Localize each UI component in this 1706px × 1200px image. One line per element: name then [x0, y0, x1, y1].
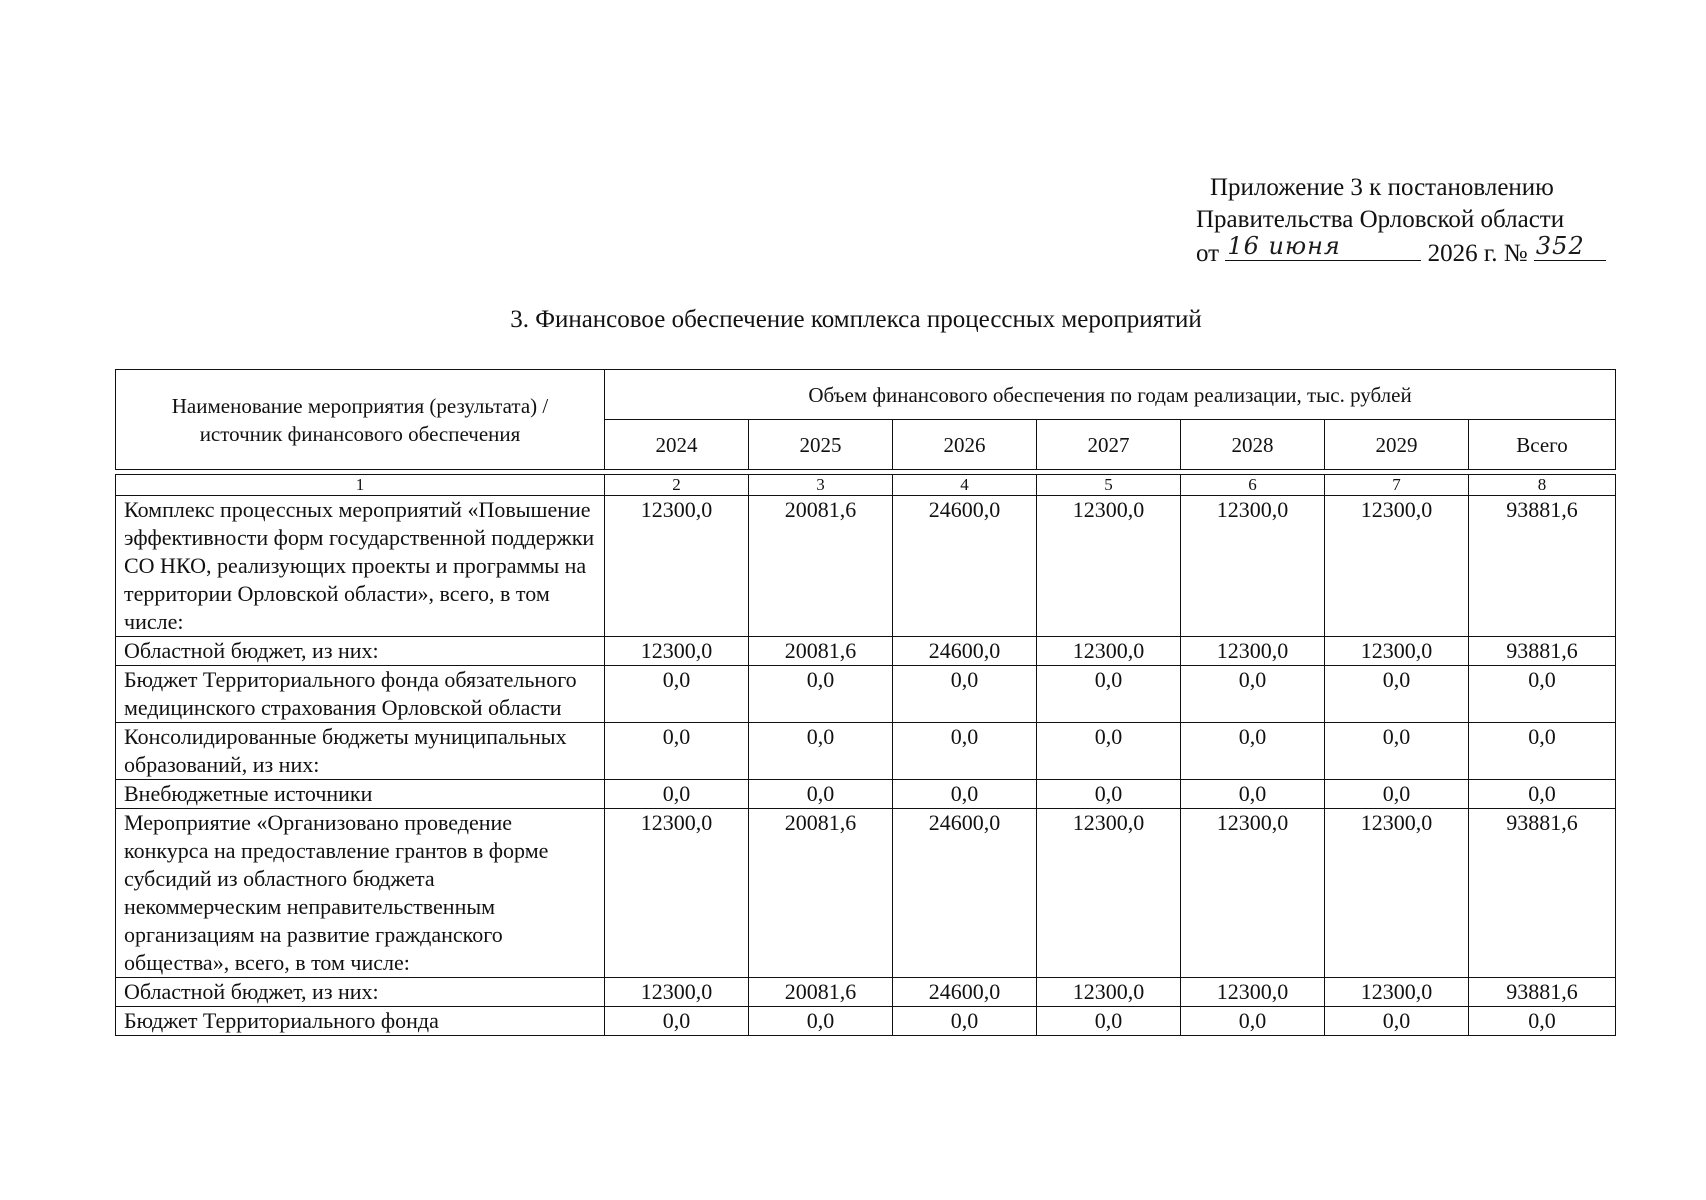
row-value: 0,0	[1325, 723, 1469, 780]
row-value: 0,0	[749, 666, 893, 723]
row-name: Внебюджетные источники	[116, 780, 605, 809]
row-value: 0,0	[1181, 723, 1325, 780]
col-number: 4	[893, 475, 1037, 496]
row-value: 24600,0	[893, 809, 1037, 978]
row-total: 93881,6	[1469, 637, 1616, 666]
row-value: 12300,0	[1181, 809, 1325, 978]
table-row	[116, 666, 1616, 723]
row-name: Мероприятие «Организовано проведение конкурса на предоставление грантов в форме субсидий из областного бюджета некоммерческим неправительственным организациям на развитие гражданского общества», всего, в том числе:	[116, 809, 605, 978]
row-value: 24600,0	[893, 496, 1037, 637]
row-value: 0,0	[605, 666, 749, 723]
header-year: 2025	[749, 420, 893, 470]
row-value: 12300,0	[1181, 496, 1325, 637]
row-value: 12300,0	[1325, 978, 1469, 1007]
row-value: 12300,0	[1037, 978, 1181, 1007]
row-total: 0,0	[1469, 1007, 1616, 1036]
date-blank	[1225, 232, 1421, 261]
col-number: 8	[1469, 475, 1616, 496]
row-total: 0,0	[1469, 780, 1616, 809]
row-value: 12300,0	[605, 809, 749, 978]
header-year: 2027	[1037, 420, 1181, 470]
handwritten-number: 352	[1535, 232, 1585, 260]
header-total: Всего	[1469, 420, 1616, 470]
section-title: 3. Финансовое обеспечение комплекса процессных мероприятий	[510, 306, 1202, 333]
col-number: 5	[1037, 475, 1181, 496]
row-value: 0,0	[893, 666, 1037, 723]
row-value: 0,0	[1037, 666, 1181, 723]
row-value: 12300,0	[1181, 978, 1325, 1007]
row-value: 12300,0	[1037, 637, 1181, 666]
table-row	[116, 723, 1616, 780]
row-value: 12300,0	[1325, 637, 1469, 666]
row-total: 0,0	[1469, 666, 1616, 723]
row-value: 0,0	[1325, 780, 1469, 809]
row-value: 20081,6	[749, 978, 893, 1007]
row-value: 0,0	[893, 780, 1037, 809]
row-name: Комплекс процессных мероприятий «Повышение эффективности форм государственной поддержки СО НКО, реализующих проекты и программы на территории Орловской области», всего, в том числе:	[116, 496, 605, 637]
header-year: 2028	[1181, 420, 1325, 470]
row-total: 93881,6	[1469, 978, 1616, 1007]
row-value: 0,0	[1325, 666, 1469, 723]
row-value: 12300,0	[1181, 637, 1325, 666]
row-value: 20081,6	[749, 496, 893, 637]
appendix-block	[1196, 172, 1656, 270]
header-volume-col: Объем финансового обеспечения по годам реализации, тыс. рублей	[605, 370, 1616, 420]
row-value: 0,0	[893, 723, 1037, 780]
row-value: 12300,0	[605, 978, 749, 1007]
table-row	[116, 809, 1616, 978]
col-number: 1	[116, 475, 605, 496]
row-value: 0,0	[749, 723, 893, 780]
table-row	[116, 496, 1616, 637]
row-value: 12300,0	[1325, 809, 1469, 978]
appendix-line-3	[1196, 232, 1656, 270]
row-value: 0,0	[605, 1007, 749, 1036]
row-value: 12300,0	[1325, 496, 1469, 637]
row-total: 93881,6	[1469, 496, 1616, 637]
handwritten-date: 16 июня	[1227, 232, 1341, 260]
col-number: 6	[1181, 475, 1325, 496]
row-name: Бюджет Территориального фонда обязательного медицинского страхования Орловской области	[116, 666, 605, 723]
row-value: 20081,6	[749, 809, 893, 978]
date-prefix: от	[1196, 240, 1220, 267]
col-number: 3	[749, 475, 893, 496]
row-value: 0,0	[749, 1007, 893, 1036]
row-value: 12300,0	[1037, 809, 1181, 978]
row-value: 0,0	[1037, 780, 1181, 809]
row-name: Областной бюджет, из них:	[116, 637, 605, 666]
row-value: 0,0	[893, 1007, 1037, 1036]
header-name-col: Наименование мероприятия (результата) / источник финансового обеспечения	[116, 370, 605, 470]
table-row	[116, 978, 1616, 1007]
row-value: 0,0	[1181, 1007, 1325, 1036]
col-number: 7	[1325, 475, 1469, 496]
row-value: 0,0	[605, 723, 749, 780]
row-total: 93881,6	[1469, 809, 1616, 978]
row-value: 12300,0	[1037, 496, 1181, 637]
row-value: 24600,0	[893, 978, 1037, 1007]
row-value: 0,0	[1037, 723, 1181, 780]
row-value: 24600,0	[893, 637, 1037, 666]
row-value: 20081,6	[749, 637, 893, 666]
number-blank	[1534, 232, 1606, 261]
row-total: 0,0	[1469, 723, 1616, 780]
column-numbers-row	[116, 475, 1616, 496]
header-year: 2024	[605, 420, 749, 470]
appendix-line-1: Приложение 3 к постановлению	[1210, 174, 1554, 201]
row-value: 0,0	[1037, 1007, 1181, 1036]
row-name: Областной бюджет, из них:	[116, 978, 605, 1007]
row-name: Бюджет Территориального фонда	[116, 1007, 605, 1036]
row-value: 0,0	[1181, 666, 1325, 723]
header-year: 2029	[1325, 420, 1469, 470]
row-value: 0,0	[605, 780, 749, 809]
row-value: 0,0	[1325, 1007, 1469, 1036]
row-value: 0,0	[1181, 780, 1325, 809]
financial-table	[115, 369, 1616, 1036]
table-row	[116, 780, 1616, 809]
row-value: 0,0	[749, 780, 893, 809]
row-value: 12300,0	[605, 637, 749, 666]
appendix-line-2: Правительства Орловской области	[1196, 206, 1565, 233]
row-name: Консолидированные бюджеты муниципальных образований, из них:	[116, 723, 605, 780]
table-row	[116, 637, 1616, 666]
col-number: 2	[605, 475, 749, 496]
year-text: 2026 г. №	[1427, 240, 1528, 267]
row-value: 12300,0	[605, 496, 749, 637]
table-row	[116, 1007, 1616, 1036]
header-year: 2026	[893, 420, 1037, 470]
